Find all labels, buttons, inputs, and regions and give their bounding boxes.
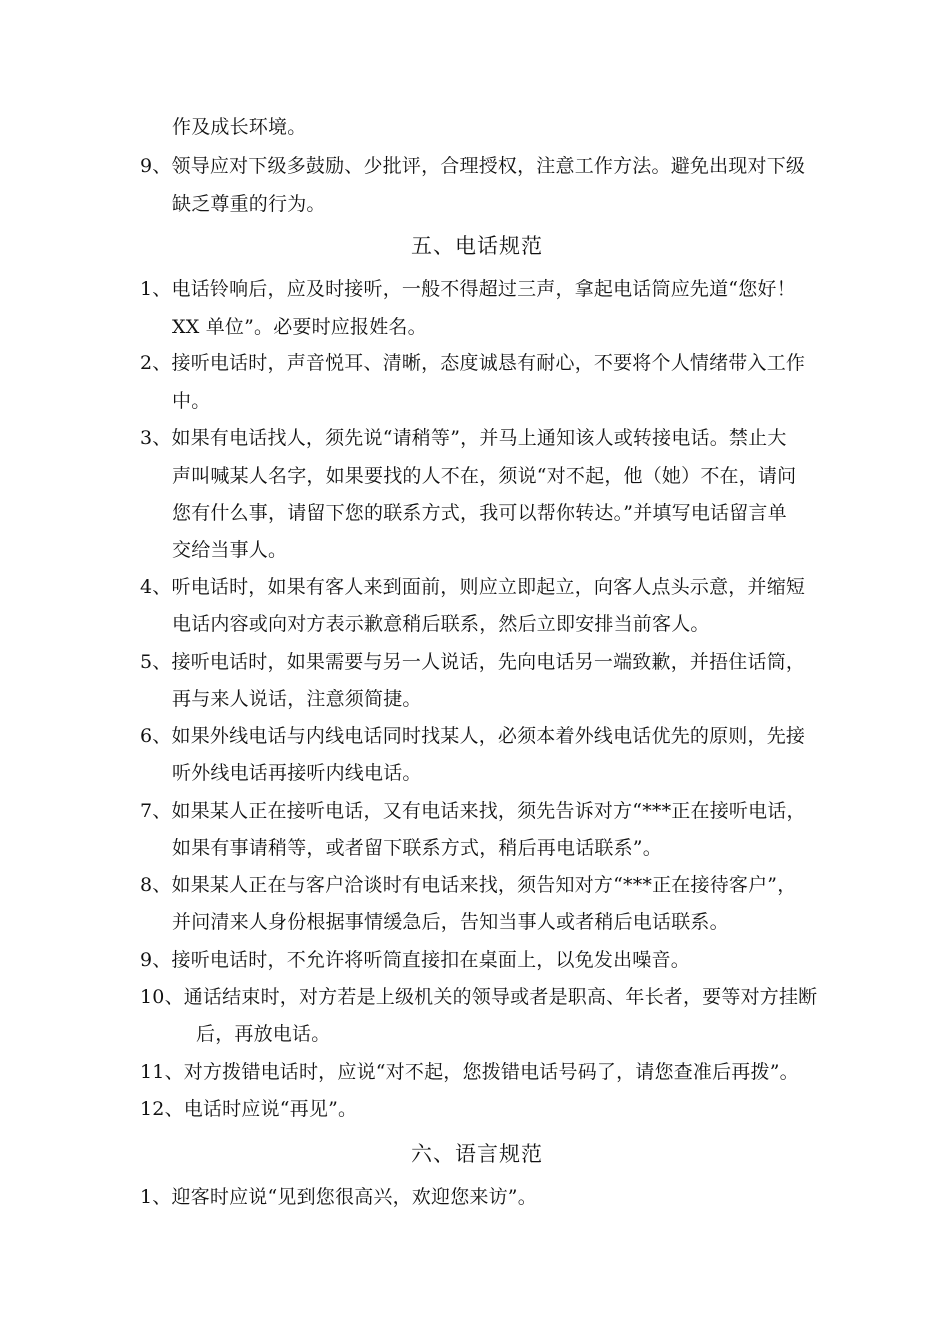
paragraph-continuation: 作及成长环境。: [172, 116, 307, 138]
list-item-line: 1、电话铃响后，应及时接听，一般不得超过三声，拿起电话筒应先道“您好！: [140, 278, 796, 300]
list-item-line: 交给当事人。: [172, 539, 288, 561]
list-item-line: 1、迎客时应说“见到您很高兴，欢迎您来访”。: [140, 1186, 537, 1208]
list-item-line: 10、通话结束时，对方若是上级机关的领导或者是职高、年长者，要等对方挂断: [140, 986, 818, 1008]
list-item-line: 11、对方拨错电话时，应说“对不起，您拨错电话号码了，请您查准后再拨”。: [140, 1061, 799, 1083]
section-title-language: 六、语言规范: [411, 1142, 543, 1166]
section-title-phone: 五、电话规范: [411, 234, 543, 258]
list-item-line: 再与来人说话，注意须简捷。: [172, 688, 422, 710]
list-item-line: 后，再放电话。: [196, 1023, 331, 1045]
list-item-line: 3、如果有电话找人，须先说“请稍等”，并马上通知该人或转接电话。禁止大: [140, 427, 787, 449]
list-item-line: 您有什么事，请留下您的联系方式，我可以帮你转达。”并填写电话留言单: [172, 502, 787, 524]
list-item-line: 9、接听电话时，不允许将听筒直接扣在桌面上，以免发出噪音。: [140, 949, 690, 971]
list-item-line: 并问清来人身份根据事情缓急后，告知当事人或者稍后电话联系。: [172, 911, 729, 933]
list-item-line: 听外线电话再接听内线电话。: [172, 762, 422, 784]
list-item-line: 9、领导应对下级多鼓励、少批评，合理授权，注意工作方法。避免出现对下级: [140, 155, 806, 177]
list-item-line: 7、如果某人正在接听电话，又有电话来找，须先告诉对方“***正在接听电话，: [140, 800, 806, 822]
list-item-line: 12、电话时应说“再见”。: [140, 1098, 358, 1120]
list-item-line: XX 单位”。必要时应报姓名。: [172, 316, 427, 338]
list-item-line: 2、接听电话时，声音悦耳、清晰，态度诚恳有耐心，不要将个人情绪带入工作: [140, 352, 806, 374]
list-item-line: 电话内容或向对方表示歉意稍后联系，然后立即安排当前客人。: [172, 613, 710, 635]
list-item-line: 声叫喊某人名字，如果要找的人不在，须说“对不起，他（她）不在，请问: [172, 465, 797, 487]
list-item-line: 6、如果外线电话与内线电话同时找某人，必须本着外线电话优先的原则，先接: [140, 725, 806, 747]
list-item-line: 如果有事请稍等，或者留下联系方式，稍后再电话联系”。: [172, 837, 662, 859]
list-item-line: 中。: [172, 390, 211, 412]
list-item-line: 缺乏尊重的行为。: [172, 193, 326, 215]
list-item-line: 5、接听电话时，如果需要与另一人说话，先向电话另一端致歉，并捂住话筒，: [140, 651, 806, 673]
list-item-line: 4、听电话时，如果有客人来到面前，则应立即起立，向客人点头示意，并缩短: [140, 576, 806, 598]
list-item-line: 8、如果某人正在与客户洽谈时有电话来找，须告知对方“***正在接待客户”，: [140, 874, 797, 896]
